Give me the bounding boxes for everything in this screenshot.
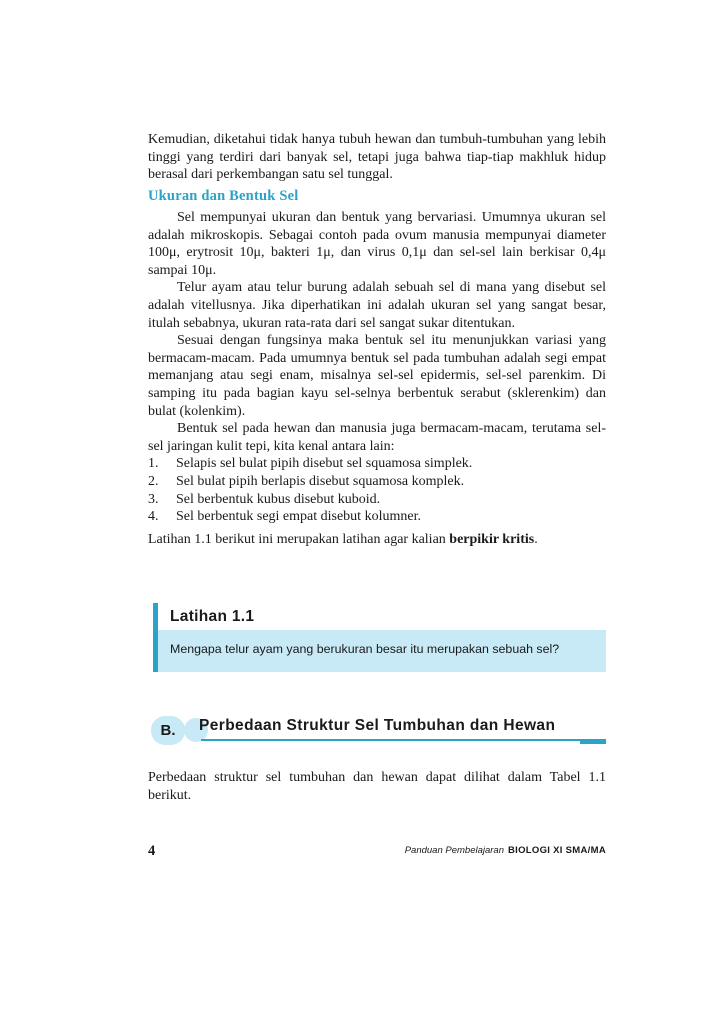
latihan-question-panel: [158, 630, 606, 672]
section-b-header: [148, 712, 606, 746]
ukuran-paragraph-4: Bentuk sel pada hewan dan manusia juga bermacam-macam, terutama sel-sel jaringan kulit tepi, kita kenal antara lain:: [148, 421, 606, 454]
intro-block: [148, 131, 606, 184]
closing-bold: berpikir kritis: [449, 531, 535, 547]
list-item-text: Sel berbentuk segi empat disebut kolumner.: [176, 509, 421, 525]
list-item: [148, 508, 606, 526]
section-heading-ukuran: Ukuran dan Bentuk Sel: [148, 188, 299, 204]
section-b-underline: [201, 739, 606, 741]
cell-shape-list: [148, 455, 606, 525]
closing-suffix: .: [534, 531, 538, 547]
list-item: [148, 455, 606, 473]
intro-paragraph: Kemudian, diketahui tidak hanya tubuh hewan dan tumbuh-tumbuhan yang lebih tinggi yang terdiri dari banyak sel, tetapi juga bahwa tiap-tiap makhluk hidup berasal dari perkembangan satu sel tunggal.: [148, 132, 606, 183]
footer-book-prefix: Panduan Pembelajaran: [404, 845, 504, 856]
closing-prefix: Latihan 1.1 berikut ini merupakan latihan agar kalian: [148, 531, 450, 547]
list-item-number: 3.: [148, 491, 159, 507]
list-item-text: Sel berbentuk kubus disebut kuboid.: [176, 491, 381, 507]
ukuran-paragraph-1: Sel mempunyai ukuran dan bentuk yang bervariasi. Umumnya ukuran sel adalah mikroskopis. Sebagai contoh pada ovum manusia mempunyai diameter 100μ, erytrosit 10μ, bakteri 1μ, dan virus 0,1μ dan sel-sel lain berkisar 0,4μ sampai 10μ.: [148, 210, 606, 278]
list-item-number: 1.: [148, 456, 159, 472]
page-number: 4: [148, 843, 156, 859]
list-item: [148, 473, 606, 491]
footer-book-title: [405, 845, 606, 856]
section-b-paragraph: Perbedaan struktur sel tumbuhan dan hewan dapat dilihat dalam Tabel 1.1 berikut.: [148, 770, 606, 803]
section-b-underline-mark: [580, 739, 606, 744]
footer-book-name: BIOLOGI XI SMA/MA: [508, 845, 606, 856]
section-b-body: [148, 769, 606, 804]
latihan-title: Latihan 1.1: [170, 608, 255, 625]
list-item-number: 2.: [148, 473, 159, 489]
list-item-text: Selapis sel bulat pipih disebut sel squamosa simplek.: [176, 456, 473, 472]
section-b-title: Perbedaan Struktur Sel Tumbuhan dan Hewan: [199, 717, 556, 734]
ukuran-paragraph-3: Sesuai dengan fungsinya maka bentuk sel itu menunjukkan variasi yang bermacam-macam. Pada umumnya bentuk sel pada tumbuhan adalah segi empat memanjang atau segi enam, misalnya sel-sel epidermis, sel-sel parenkim. Di samping itu pada bagian kayu sel-selnya berbentuk serabut (sklerenkim) dan bulat (kolenkim).: [148, 333, 606, 419]
list-item-text: Sel bulat pipih berlapis disebut squamosa komplek.: [176, 473, 465, 489]
ukuran-paragraph-2: Telur ayam atau telur burung adalah sebuah sel di mana yang disebut sel adalah vitellusnya. Jika diperhatikan ini adalah ukuran sel yang sangat besar, itulah sebabnya, ukuran rata-rata dari sel sangat sukar ditentukan.: [148, 280, 606, 331]
latihan-box: [153, 603, 606, 672]
closing-sentence: [148, 531, 606, 549]
list-item: [148, 491, 606, 509]
latihan-question: Mengapa telur ayam yang berukuran besar itu merupakan sebuah sel?: [170, 642, 560, 656]
section-b-badge: B.: [151, 716, 185, 745]
list-item-number: 4.: [148, 509, 159, 525]
ukuran-body: [148, 209, 606, 548]
